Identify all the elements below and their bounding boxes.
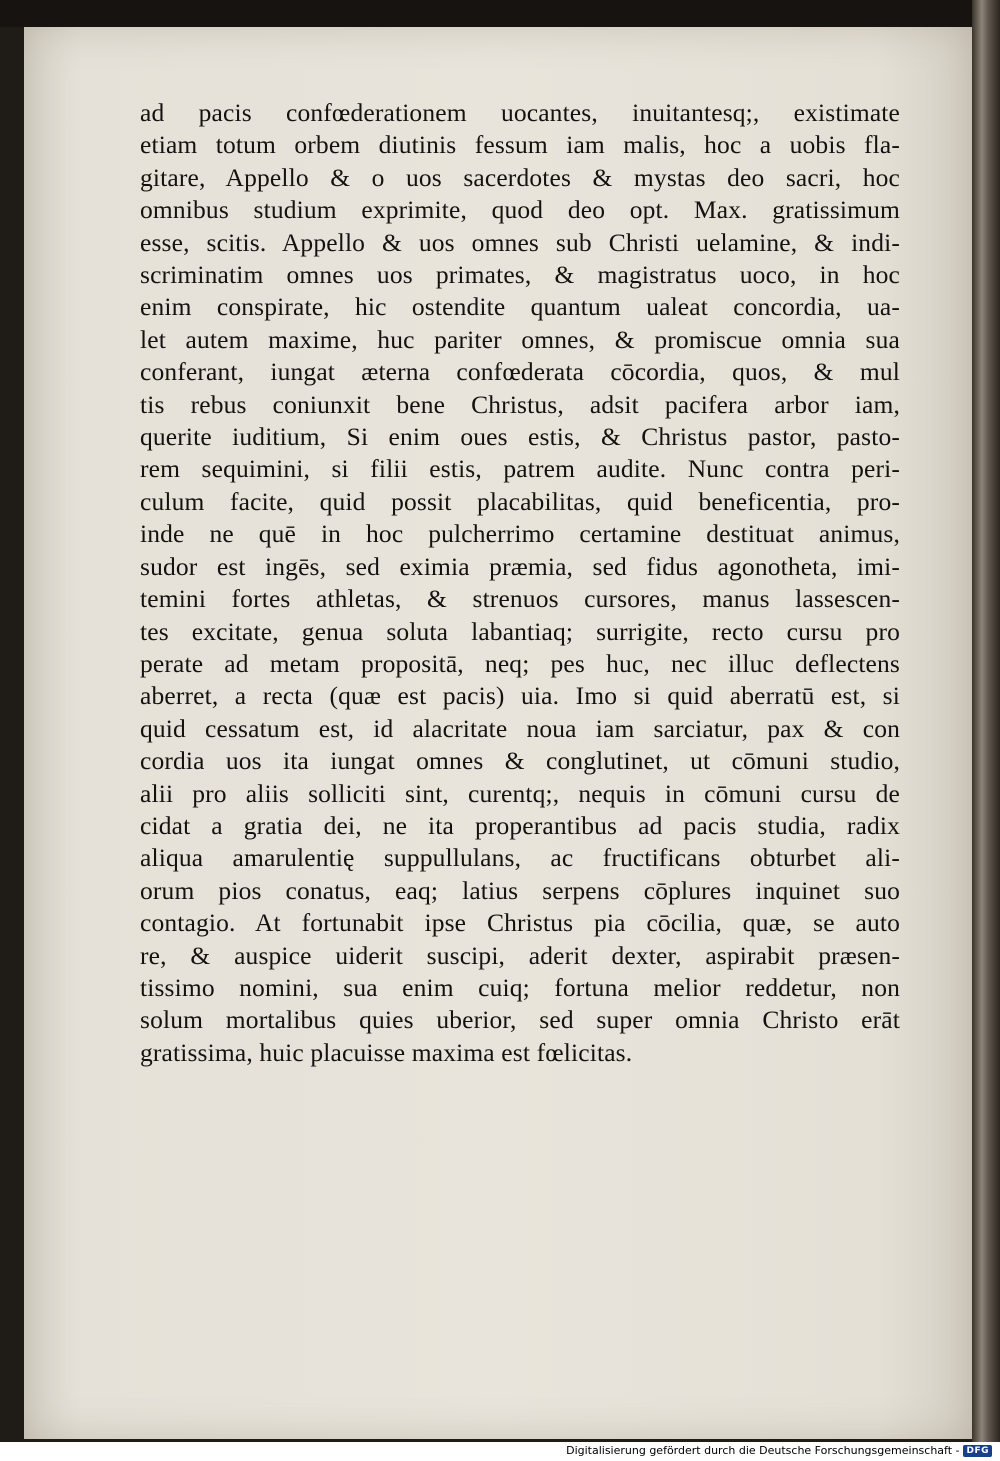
body-text [140,97,900,1069]
text-line: quid cessatum est, id alacritate noua iam sarciatur, pax & con [140,713,900,743]
show-through-text [150,1065,910,1295]
text-line: re, & auspice uiderit suscipi, aderit dexter, aspirabit præsen- [140,940,900,970]
text-line: tes excitate, genua soluta labantiaq; surrigite, recto cursu pro [140,616,900,646]
dfg-logo-icon: DFG [963,1445,992,1457]
funding-credit [566,1444,992,1457]
digitization-footer [0,1442,1000,1461]
page-fore-edge [972,0,1000,1442]
text-line: cidat a gratia dei, ne ita properantibus ad pacis studia, radix [140,810,900,840]
text-line: culum facite, quid possit placabilitas, quid beneficentia, pro- [140,486,900,516]
text-line: esse, scitis. Appello & uos omnes sub Christi uelamine, & indi- [140,227,900,257]
text-line: enim conspirate, hic ostendite quantum ualeat concordia, ua- [140,292,900,322]
text-line: gratissima, huic placuisse maxima est fœlicitas. [140,1037,633,1067]
text-line: solum mortalibus quies uberior, sed super omnia Christo erāt [140,1005,900,1035]
text-line: sudor est ingēs, sed eximia præmia, sed fidus agonotheta, imi- [140,551,900,581]
text-line: querite iuditium, Si enim oues estis, & Christus pastor, pasto- [140,422,900,452]
text-line: orum pios conatus, eaq; latius serpens cōplures inquinet suo [140,875,900,905]
text-line: omnibus studium exprimite, quod deo opt. Max. gratissimum [140,195,900,225]
text-line: tissimo nomini, sua enim cuiq; fortuna melior reddetur, non [140,972,900,1002]
text-line: aberret, a recta (quæ est pacis) uia. Imo si quid aberratū est, si [140,681,900,711]
text-line: scriminatim omnes uos primates, & magistratus uoco, in hoc [140,260,900,290]
text-line: tis rebus coniunxit bene Christus, adsit pacifera arbor iam, [140,389,900,419]
text-line: perate ad metam propositā, neq; pes huc, nec illuc deflectens [140,648,900,678]
text-line: ad pacis confœderationem uocantes, inuitantesq;, existimate [140,98,900,127]
text-line: temini fortes athletas, & strenuos cursores, manus lassescen- [140,584,900,614]
text-line: rem sequimini, si filii estis, patrem audite. Nunc contra peri- [140,454,900,484]
text-line: gitare, Appello & o uos sacerdotes & mystas deo sacri, hoc [140,162,900,192]
text-line: conferant, iungat æterna confœderata cōcordia, quos, & mul [140,357,900,387]
text-line: inde ne quē in hoc pulcherrimo certamine destituat animus, [140,519,900,549]
scan-top-border [0,0,1000,27]
text-line: cordia uos ita iungat omnes & conglutinet, ut cōmuni studio, [140,746,900,776]
text-line: contagio. At fortunabit ipse Christus pia cōcilia, quæ, se auto [140,908,900,938]
text-line: etiam totum orbem diutinis fessum iam malis, hoc a uobis fla- [140,130,900,160]
text-line: let autem maxime, huc pariter omnes, & promiscue omnia sua [140,324,900,354]
text-line: alii pro aliis solliciti sint, curentq;, nequis in cōmuni cursu de [140,778,900,808]
text-line: aliqua amarulentię suppullulans, ac fructificans obturbet ali- [140,843,900,873]
funding-credit-text: Digitalisierung gefördert durch die Deutsche Forschungsgemeinschaft - [566,1444,960,1457]
